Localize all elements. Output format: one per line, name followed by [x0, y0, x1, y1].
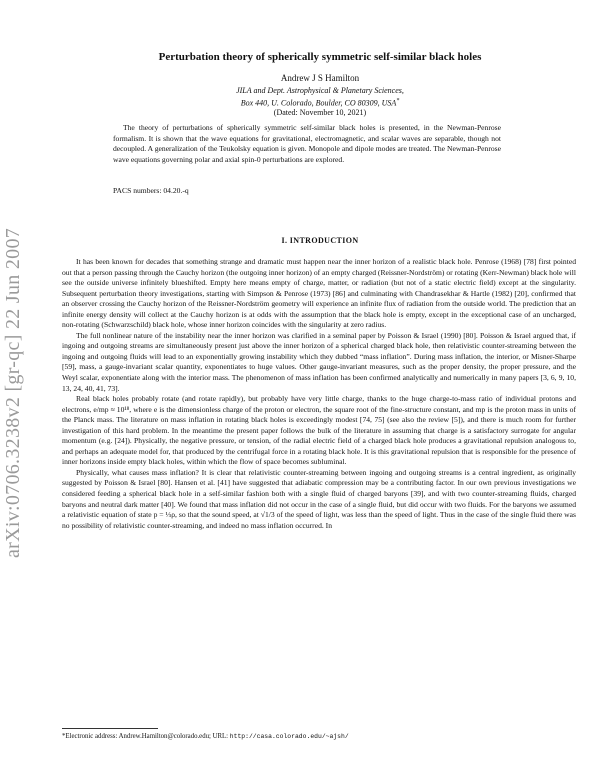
- pacs-numbers: PACS numbers: 04.20.-q: [113, 186, 189, 195]
- footnote-url-link[interactable]: http://casa.colorado.edu/~ajsh/: [229, 733, 349, 740]
- introduction-body: [62, 257, 576, 531]
- author-name: Andrew J S Hamilton: [280, 73, 360, 83]
- affiliation-line-2: Box 440, U. Colorado, Boulder, CO 80309, USA*: [240, 98, 400, 108]
- paragraph-2: The full nonlinear nature of the instability near the inner horizon was clarified in a seminal paper by Poisson & Israel (1990) [80]. Poisson & Israel argued that, if ingoing and outgoing streams are simultaneously present just above the inner horizon of a spherical charged black hole, then relativistic counter-streaming between the ingoing and outgoing fluids will lead to an exponentially growing instability which they dubbed “mass inflation”. During mass inflation, the interior, or Misner-Sharpe [59], mass, a gauge-invariant scalar quantity, exponentiates to huge values. Other gauge-invariant measures, such as the proper density, the proper pressure, and the Weyl scalar, exponentiate along with the interior mass. The phenomenon of mass inflation has been confirmed analytically and numerically in many papers [3, 6, 9, 10, 13, 24, 40, 41, 73].: [62, 330, 576, 393]
- paragraph-1: It has been known for decades that something strange and dramatic must happen near the inner horizon of a realistic black hole. Penrose (1968) [78] first pointed out that a person passing through the Cauchy horizon (the outgoing inner horizon) of an empty charged (Reissner-Nordström) or rotating (Kerr-Newman) black hole will see the outside universe infinitely blueshifted. Empty here means empty of charge, matter, or radiation (but not of a static electric field) except at the singularity. Subsequent perturbation theory investigations, starting with Simpson & Penrose (1973) [86] and culminating with Chandrasekhar & Hartle (1982) [20], confirmed that an observer crossing the Cauchy horizon of the Reissner-Nordström geometry will experience an infinite flux of radiation from the outside world. The prediction that an infinite energy density will collect at the Cauchy horizon is at odds with the assumption that the black hole is empty, except in the exceptional case of an uncharged, non-rotating (Schwarzschild) black hole, whose inner horizon coincides with the singularity at zero radius.: [62, 257, 576, 330]
- affiliation-line-1: JILA and Dept. Astrophysical & Planetary Sciences,: [236, 86, 404, 95]
- footnote: [62, 733, 349, 740]
- arxiv-identifier-stamp: arXiv:0706.3238v2 [gr-qc] 22 Jun 2007: [2, 227, 24, 559]
- paragraph-4: Physically, what causes mass inflation? It is clear that relativistic counter-streaming between ingoing and outgoing streams is a central ingredient, as originally suggested by Poisson & Israel [80]. Hansen et al. [41] have suggested that adiabatic compression may be a contributing factor. In our own previous investigations we considered feeding a spherical black hole in a self-similar fashion both with a single fluid of charged baryons [39], and with two counter-streaming fluids, charged baryons and neutral dark matter [40]. We found that mass inflation did not occur in the case of a single fluid, but did occur with two fluids. For the baryons we assumed a relativistic equation of state p = ⅓ρ, so that the sound speed, at √1/3 of the speed of light, was less than the speed of light. Thus in the case of the single fluid there was no possibility of relativistic counter-streaming, and indeed no mass inflation occurred. In: [62, 467, 576, 530]
- abstract: The theory of perturbations of spherically symmetric self-similar black holes is presented, in the Newman-Penrose formalism. It is shown that the wave equations for gravitational, electromagnetic, and scalar waves are separable, though not decoupled. A generalization of the Teukolsky equation is given. Monopole and dipole modes are treated. The Newman-Penrose wave equations governing polar and axial spin-0 perturbations are explored.: [113, 123, 501, 164]
- paper-title: Perturbation theory of spherically symmetric self-similar black holes: [158, 51, 482, 63]
- section-heading-introduction: I. INTRODUCTION: [281, 236, 359, 245]
- footnote-label: *Electronic address: Andrew.Hamilton@colorado.edu; URL:: [62, 733, 230, 740]
- paragraph-3: Real black holes probably rotate (and rotate rapidly), but probably have very little charge, thanks to the huge charge-to-mass ratio of individual protons and electrons, e/mp ≈ 10¹⁸, where e is the dimensionless charge of the proton or electron, the square root of the fine-structure constant, and mp is the proton mass in units of the Planck mass. The literature on mass inflation in rotating black holes is exceedingly modest [74, 75] (see also the review [5]), and there is much room for further investigation of this hard problem. In the meantime the present paper follows the bulk of the literature in assuming that charge is a satisfactory surrogate for angular momentum (e.g. [24]). Physically, the negative pressure, or tension, of the radial electric field of a charged black hole produces a gravitational repulsion analogous to, and perhaps an adequate model for, that produced by the centrifugal force in a rotating black hole. It is this gravitational repulsion that is responsible for the presence of inner horizons inside empty black holes, within which the flow of space becomes subluminal.: [62, 394, 576, 467]
- author-affiliation: [60, 85, 580, 109]
- dated-line: (Dated: November 10, 2021): [273, 108, 367, 117]
- footnote-rule: [62, 728, 158, 729]
